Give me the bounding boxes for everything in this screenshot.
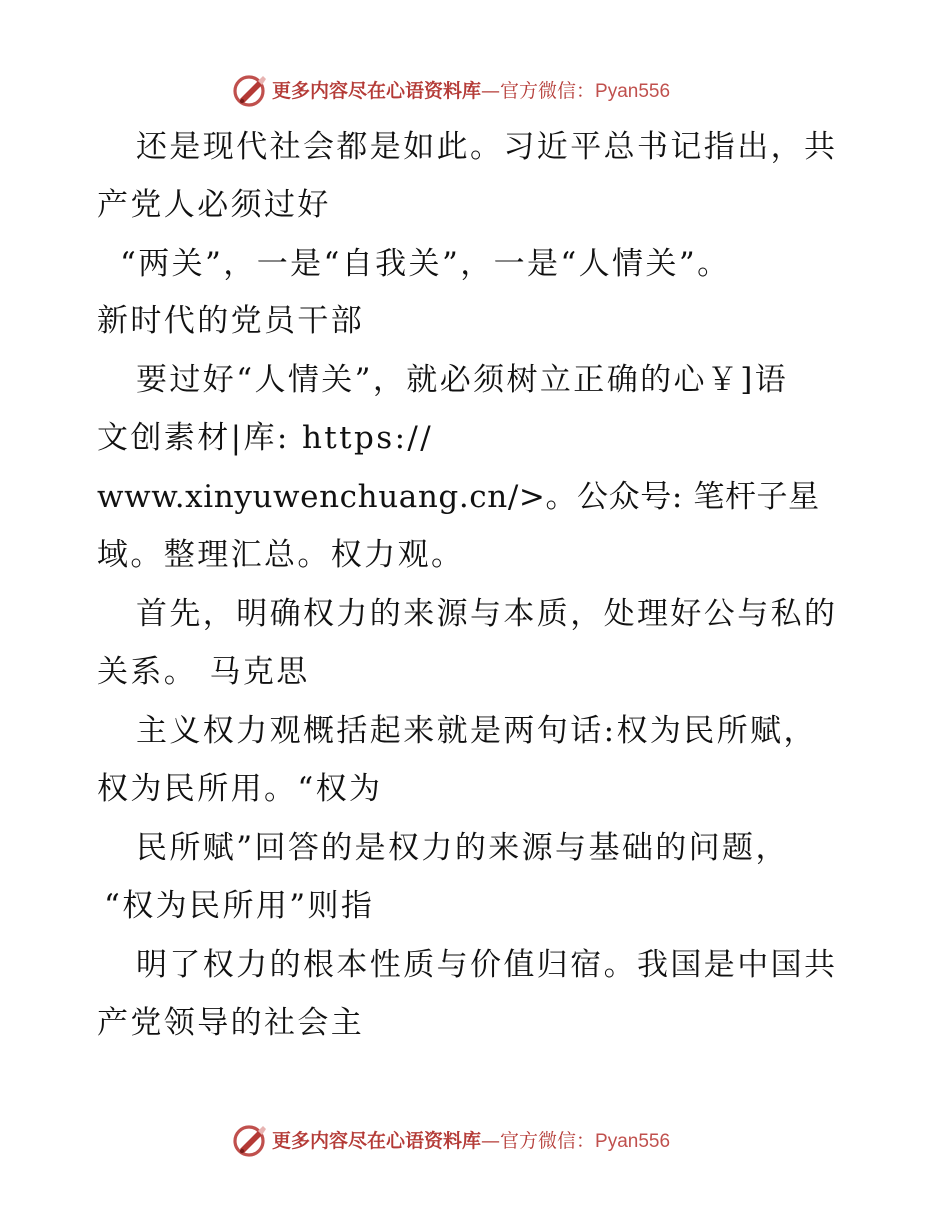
text-line: www.xinyuwenchuang.cn/>。公众号: 笔杆子星 [97, 479, 820, 515]
watermark-wechat-id: Pyan556 [595, 81, 671, 102]
text-line: 文创素材|库: https:// [97, 420, 434, 456]
text-line: 明了权力的根本性质与价值归宿。我国是中国共 [136, 947, 838, 983]
text-line: 权为民所用。“权为 [97, 771, 383, 807]
pen-logo-icon [232, 1122, 268, 1158]
watermark-prefix: 更多内容尽在心语资料库 [272, 80, 482, 102]
text-line: 主义权力观概括起来就是两句话:权为民所赋， [136, 713, 817, 749]
text-line: 首先，明确权力的来源与本质，处理好公与私的 [136, 596, 838, 632]
text-line: 新时代的党员干部 [97, 303, 365, 339]
text-line: “权为民所用”则指 [104, 888, 375, 924]
watermark-wechat-id: Pyan556 [595, 1131, 671, 1152]
text-line: “两关”，一是“自我关”，一是“人情关”。 [120, 246, 731, 282]
text-line: 产党人必须过好 [97, 187, 331, 223]
watermark-footer [0, 1118, 950, 1162]
watermark-dash: — [481, 1130, 501, 1152]
text-line: 关系。 马克思 [97, 654, 310, 690]
text-line: 还是现代社会都是如此。习近平总书记指出，共 [136, 129, 838, 165]
watermark-prefix: 更多内容尽在心语资料库 [272, 1130, 482, 1152]
text-line: 要过好“人情关”，就必须树立正确的心￥]语 [136, 362, 789, 398]
watermark-dash: — [481, 80, 501, 102]
text-line: 民所赋”回答的是权力的来源与基础的问题， [136, 830, 789, 866]
watermark-label: 官方微信： [500, 80, 596, 102]
text-line: 产党领导的社会主 [97, 1005, 365, 1041]
watermark-text [272, 1128, 670, 1154]
text-line: 域。整理汇总。权力观。 [97, 537, 465, 573]
watermark-label: 官方微信： [500, 1130, 596, 1152]
